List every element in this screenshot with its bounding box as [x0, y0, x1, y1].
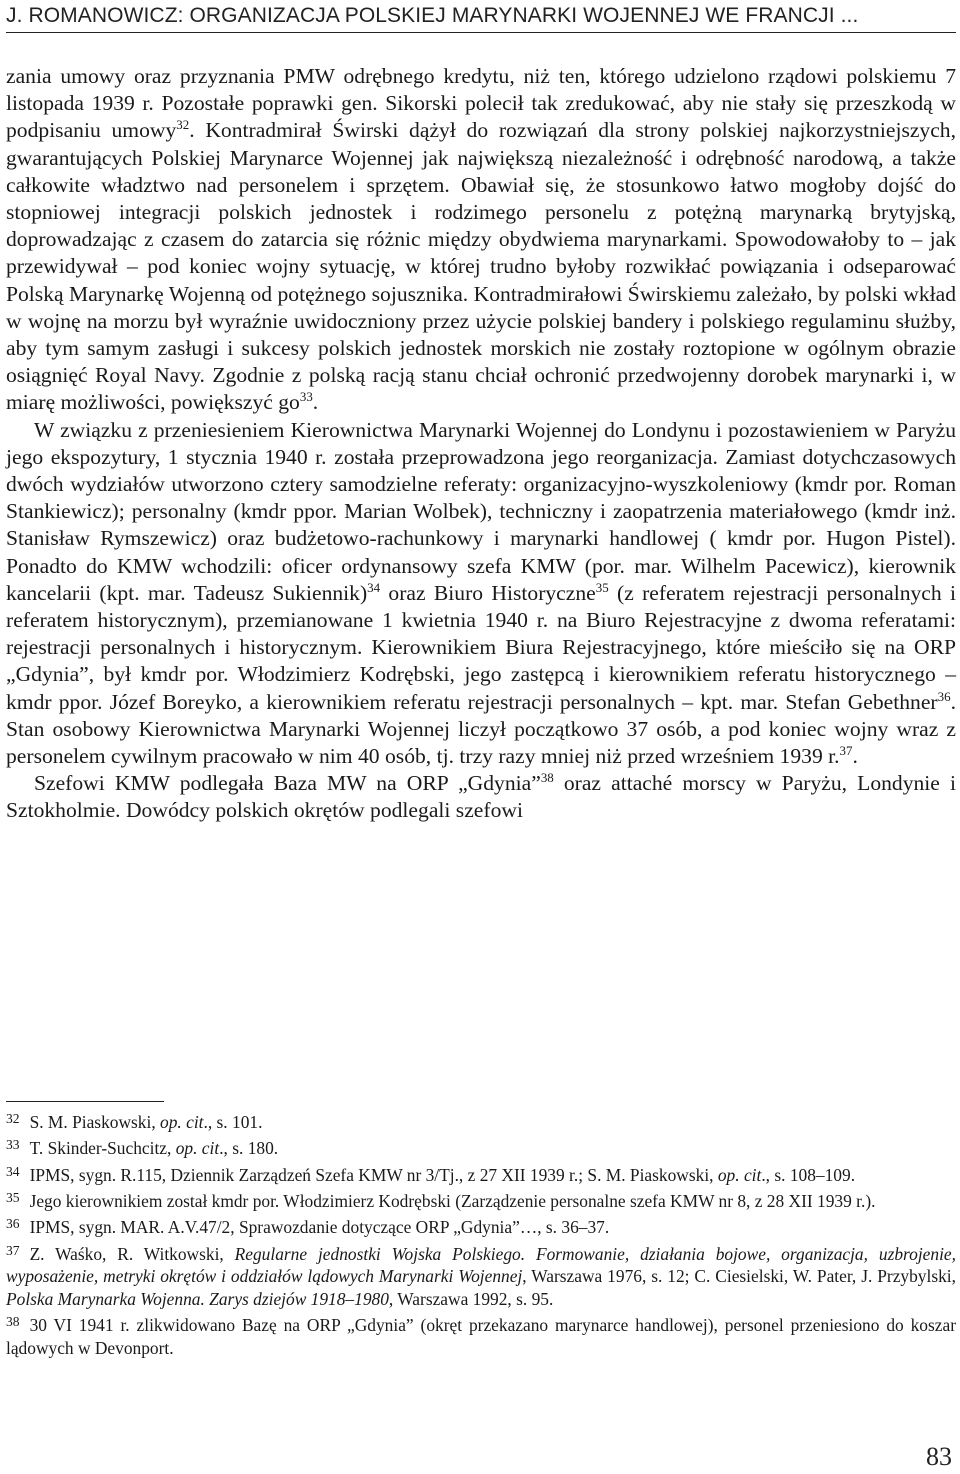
footnote-text: , Warszawa 1976, s. 12; C. Ciesielski, W. Pater, J. Przybylski,	[522, 1266, 956, 1287]
footnote-ref-32[interactable]: 32	[176, 117, 190, 133]
footnote	[6, 1213, 956, 1238]
footnote-ref-38[interactable]: 38	[540, 770, 554, 786]
footnotes	[6, 1108, 956, 1360]
footnote	[6, 1187, 956, 1212]
footnote-text: IPMS, sygn. MAR. A.V.47/2, Sprawozdanie dotyczące ORP „Gdynia”…, s. 36–37.	[29, 1217, 610, 1238]
paragraph-3	[6, 770, 956, 824]
paragraph-3-text-b: oraz attaché morscy w Paryżu, Londynie i Sztokholmie. Dowódcy polskich okrętów podlegali szefowi	[6, 771, 956, 823]
footnote-ref-33[interactable]: 33	[299, 389, 313, 405]
paragraph-1-text-b: . Kontradmirał Świrski dążył do rozwiązań dla strony polskiej najkorzystniejszych, gwarantujących Polskiej Marynarce Wojennej jak największą niezależność i odrębność narodową, a także całkowite władztwo nad personelem i sprzętem. Obawiał się, że stosunkowo łatwo mogłoby dojść do stopniowej integracji polskich jednostek i rodzimego personelu z potężną marynarką brytyjską, doprowadzając z czasem do zatarcia się różnic między obydwiema marynarkami. Spowodowałoby to – jak przewidywał – pod koniec wojny sytuację, w której trudno byłoby rozwikłać powiązania i odseparować Polską Marynarkę Wojenną od potężnego sojusznika. Kontradmirałowi Świrskiemu zależało, by polski wkład w wojnę na morzu był wyraźnie uwidoczniony przez użycie polskiej bandery i polskiego regulaminu służby, aby tym samym zasługi i sukcesy polskich jednostek morskich nie zostały roztopione w ogólnym obrazie osiągnięć Royal Navy. Zgodnie z polską racją stanu chciał ochronić przedwojenny dorobek marynarki i, w miarę możliwości, powiększyć go	[6, 118, 957, 415]
footnote-number: 36	[6, 1216, 20, 1232]
footnote-text: , Warszawa 1992, s. 95.	[388, 1288, 554, 1309]
footnote	[6, 1161, 956, 1186]
paragraph-2-text-c: (z referatem rejestracji personalnych i referatem historycznym), przemianowane 1 kwietnia 1940 r. na Biuro Rejestracyjne z dwoma referatami: rejestracji personalnych i historycznym. Kierownikiem Biura Rejestracyjnego, które mieściło się na ORP „Gdynia”, był kmdr por. Włodzimierz Kodrębski, jego zastępcą i kierownikiem referatu historycznego – kmdr ppor. Józef Boreyko, a kierownikiem referatu rejestracji personalnych – kpt. mar. Stefan Gebethner	[6, 580, 956, 714]
footnote-number: 37	[6, 1242, 20, 1258]
footnote-italic: op. cit	[160, 1111, 204, 1132]
footnote-italic: op. cit	[175, 1138, 220, 1159]
footnote-italic: Regularne jednostki Wojska Polskiego. Formowanie, działania bojowe, organizacja, uzbrojenie, wyposażenie, metryki okrętów i oddziałów lądowych Marynarki Wojennej	[6, 1243, 956, 1287]
footnote-text: Jego kierownikiem został kmdr por. Włodzimierz Kodrębski (Zarządzenie personalne szefa KMW nr 8, z 28 XII 1939 r.).	[29, 1190, 876, 1211]
footnote-text: ., s. 101.	[203, 1111, 263, 1132]
footnote-number: 34	[6, 1163, 20, 1179]
footnote-italic: Polska Marynarka Wojenna. Zarys dziejów 1918–1980	[6, 1288, 389, 1309]
footnote-number: 38	[6, 1314, 20, 1330]
footnote-italic: op. cit	[717, 1164, 762, 1185]
footnote-ref-34[interactable]: 34	[367, 580, 381, 596]
footnote	[6, 1108, 956, 1133]
footnote-number: 32	[6, 1111, 20, 1126]
header-rule	[6, 32, 956, 33]
footnote-text: ., s. 108–109.	[761, 1164, 856, 1185]
paragraph-1	[6, 63, 956, 417]
page-number: 83	[926, 1442, 952, 1471]
paragraph-2	[6, 417, 956, 771]
footnote-ref-36[interactable]: 36	[937, 688, 951, 704]
paragraph-2-text-e: .	[852, 744, 858, 769]
footnote-text: T. Skinder-Suchcitz,	[29, 1138, 176, 1159]
footnote-ref-37[interactable]: 37	[839, 743, 853, 759]
footnote-separator	[6, 1101, 164, 1102]
footnote	[6, 1311, 956, 1359]
footnote	[6, 1134, 956, 1159]
footnote	[6, 1240, 956, 1311]
footnote-number: 33	[6, 1137, 20, 1153]
footnote-number: 35	[6, 1190, 20, 1206]
paragraph-2-text-b: oraz Biuro Historyczne	[380, 580, 596, 605]
footnote-text: S. M. Piaskowski,	[29, 1111, 161, 1132]
footnote-text: IPMS, sygn. R.115, Dziennik Zarządzeń Szefa KMW nr 3/Tj., z 27 XII 1939 r.; S. M. Piaskowski,	[29, 1164, 718, 1185]
footnote-ref-35[interactable]: 35	[595, 580, 609, 596]
running-header: J. ROMANOWICZ: ORGANIZACJA POLSKIEJ MARYNARKI WOJENNEJ WE FRANCJI ...	[6, 4, 859, 27]
paragraph-1-text-a: zania umowy oraz przyznania PMW odrębnego kredytu, niż ten, którego udzielono rządowi polskiemu 7 listopada 1939 r. Pozostałe poprawki gen. Sikorski polecił tak zredukować, aby nie stały się przeszkodą w podpisaniu umowy	[6, 64, 956, 143]
paragraph-3-text-a: Szefowi KMW podlegała Baza MW na ORP „Gdynia”	[34, 771, 541, 796]
body-text	[6, 63, 956, 825]
footnote-text: ., s. 180.	[219, 1138, 279, 1159]
paragraph-2-text-a: W związku z przeniesieniem Kierownictwa Marynarki Wojennej do Londynu i pozostawieniem w Paryżu jego ekspozytury, 1 stycznia 1940 r. została przeprowadzona jego reorganizacja. Zamiast dotychczasowych dwóch wydziałów utworzono cztery samodzielne referaty: organizacyjno-wyszkoleniowy (kmdr por. Roman Stankiewicz); personalny (kmdr ppor. Marian Wolbek), techniczny i zaopatrzenia materiałowego (kmdr inż. Stanisław Rymszewicz) oraz budżetowo-rachunkowy i marynarki handlowej ( kmdr por. Hugon Pistel). Ponadto do KMW wchodzili: oficer ordynansowy szefa KMW (por. mar. Wilhelm Pacewicz), kierownik kancelarii (kpt. mar. Tadeusz Sukiennik)	[6, 417, 956, 605]
paragraph-2-text-d: . Stan osobowy Kierownictwa Marynarki Wojennej liczył początkowo 37 osób, a pod koniec wojny wraz z personelem cywilnym pracowało w nim 40 osób, tj. trzy razy mniej niż przed wrześniem 1939 r.	[6, 689, 956, 769]
footnote-text: Z. Waśko, R. Witkowski,	[29, 1243, 235, 1264]
paragraph-1-text-c: .	[312, 390, 319, 415]
footnote-text: 30 VI 1941 r. zlikwidowano Bazę na ORP „Gdynia” (okręt przekazano marynarce handlowej), personel przeniesiono do koszar lądowych w Devonport.	[6, 1315, 956, 1358]
